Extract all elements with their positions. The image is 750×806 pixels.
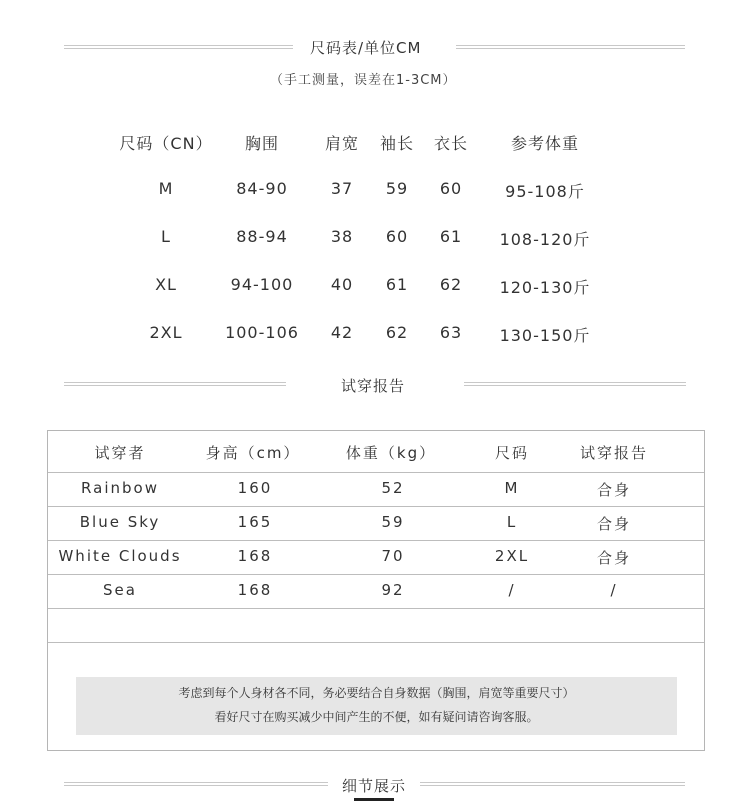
size-cell: 2XL (149, 323, 183, 342)
size-chart-subtitle: （手工测量，误差在1-3CM） (270, 73, 457, 88)
size-cell: 37 (330, 179, 354, 198)
report-cell: 92 (381, 581, 405, 599)
report-empty-row (48, 608, 704, 643)
size-header-cell: 肩宽 (324, 134, 360, 153)
size-cell: L (161, 227, 171, 246)
size-header-cell: 衣长 (433, 134, 469, 153)
size-cell: M (158, 179, 174, 198)
size-cell: 60 (439, 179, 463, 198)
divider-left (64, 45, 293, 49)
title-underbar (354, 798, 394, 801)
notice-line: 看好尺寸在购买减少中间产生的不便，如有疑问请咨询客服。 (214, 710, 539, 724)
size-header-cell: 胸围 (244, 134, 280, 153)
size-cell: 59 (385, 179, 409, 198)
report-cell: 2XL (494, 547, 530, 565)
notice-box (76, 677, 677, 735)
size-cell: 100-106 (225, 323, 299, 342)
report-header-cell: 尺码 (494, 444, 530, 462)
report-row (48, 472, 704, 507)
size-cell: 84-90 (236, 179, 288, 198)
divider-right (456, 45, 685, 49)
divider-right (420, 782, 685, 786)
report-row (48, 540, 704, 575)
size-header-cell: 参考体重 (510, 134, 580, 153)
report-cell: L (506, 513, 518, 531)
report-cell: 合身 (596, 481, 632, 499)
size-cell: 88-94 (236, 227, 288, 246)
report-cell: 59 (381, 513, 405, 531)
report-title: 试穿报告 (341, 377, 406, 395)
size-header-cell: 袖长 (379, 134, 415, 153)
divider-left (64, 782, 328, 786)
size-header-cell: 尺码（CN） (119, 134, 213, 153)
report-cell: / (508, 581, 516, 599)
report-cell: White Clouds (58, 547, 182, 565)
report-cell: / (610, 581, 618, 599)
report-cell: 合身 (596, 515, 632, 533)
size-cell: 62 (439, 275, 463, 294)
report-cell: Rainbow (81, 479, 159, 497)
size-chart-title: 尺码表/单位CM (310, 39, 422, 57)
size-cell: 94-100 (230, 275, 294, 294)
report-cell: 合身 (596, 549, 632, 567)
report-table (47, 430, 705, 751)
divider-left (64, 382, 286, 386)
size-cell: 130-150斤 (499, 326, 591, 345)
report-row (48, 506, 704, 541)
size-cell: 60 (385, 227, 409, 246)
size-cell: 95-108斤 (505, 182, 585, 201)
report-cell: Blue Sky (79, 513, 161, 531)
size-cell: 120-130斤 (499, 278, 591, 297)
detail-title: 细节展示 (342, 777, 407, 795)
report-header-cell: 身高（cm） (205, 444, 301, 462)
report-cell: 52 (381, 479, 405, 497)
report-cell: 168 (237, 547, 273, 565)
size-cell: 38 (330, 227, 354, 246)
notice-line: 考虑到每个人身材各不同，务必要结合自身数据（胸围，肩宽等重要尺寸） (178, 686, 575, 700)
report-cell: M (504, 479, 520, 497)
size-cell: 62 (385, 323, 409, 342)
report-header-cell: 试穿者 (94, 444, 146, 462)
size-cell: 61 (439, 227, 463, 246)
size-cell: 61 (385, 275, 409, 294)
size-cell: 63 (439, 323, 463, 342)
report-header-cell: 体重（kg） (345, 444, 437, 462)
report-cell: 168 (237, 581, 273, 599)
report-cell: 165 (237, 513, 273, 531)
report-cell: 70 (381, 547, 405, 565)
divider-right (464, 382, 686, 386)
size-cell: 40 (330, 275, 354, 294)
report-header-row (48, 431, 704, 473)
report-cell: Sea (103, 581, 137, 599)
report-row (48, 574, 704, 609)
report-cell: 160 (237, 479, 273, 497)
size-cell: 108-120斤 (499, 230, 591, 249)
size-cell: XL (155, 275, 177, 294)
report-header-cell: 试穿报告 (579, 444, 649, 462)
size-cell: 42 (330, 323, 354, 342)
